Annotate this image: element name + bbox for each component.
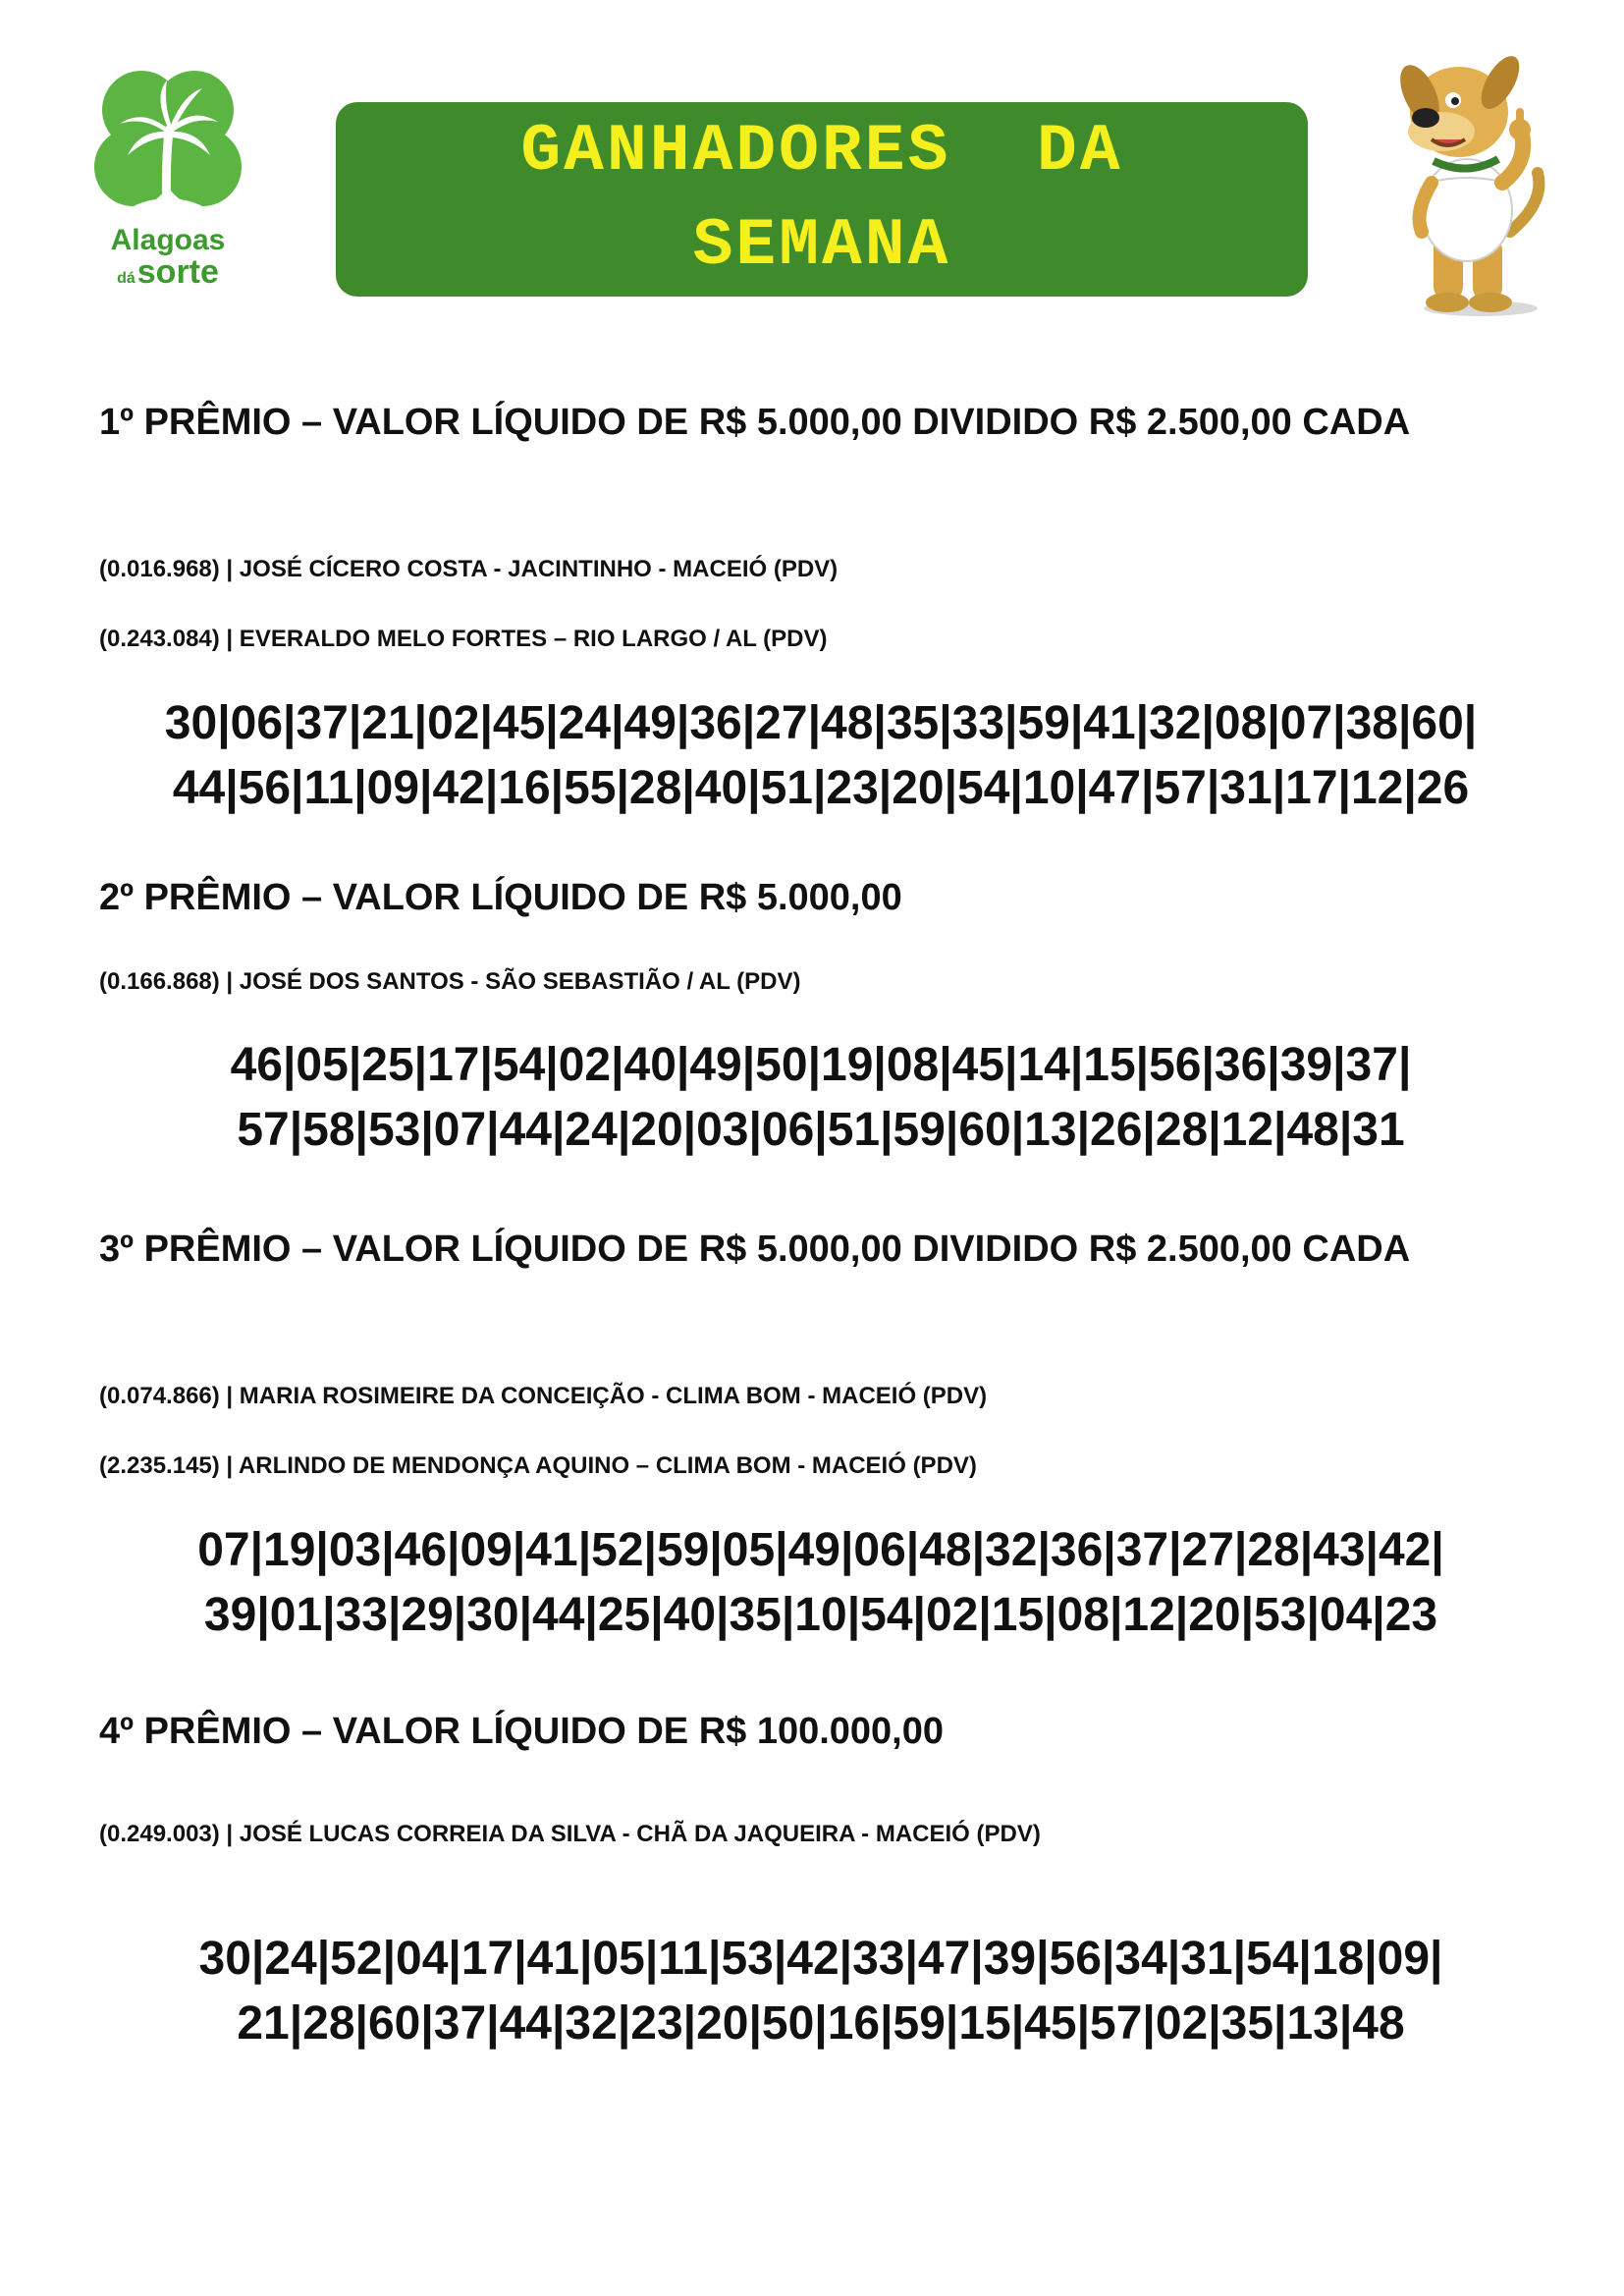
prize-1-numbers-line-2: 44|56|11|09|42|16|55|28|40|51|23|20|54|10|47|57|31|17|12|26 [172,762,1470,814]
prize-3-winner-1: (0.074.866) | MARIA ROSIMEIRE DA CONCEIÇÃO - CLIMA BOM - MACEIÓ (PDV) [99,1383,988,1409]
prize-1-section [99,395,1543,450]
prize-3-section [99,1222,1543,1277]
clover-palm-icon [84,61,251,228]
banner-title-line-1: GANHADORES DA [520,114,1123,190]
prize-3-numbers [99,1518,1543,1648]
banner-title-line-2: SEMANA [692,208,951,284]
logo-text-sorte: dásorte [117,253,219,291]
prize-3-numbers-line-1: 07|19|03|46|09|41|52|59|05|49|06|48|32|36|37|27|28|43|42| [197,1524,1444,1576]
prize-4-winner-1: (0.249.003) | JOSÉ LUCAS CORREIA DA SILVA - CHÃ DA JAQUEIRA - MACEIÓ (PDV) [99,1821,1041,1847]
dog-mascot-image [1363,35,1549,320]
prize-1-winner-2: (0.243.084) | EVERALDO MELO FORTES – RIO LARGO / AL (PDV) [99,626,828,652]
prize-2-title: 2º PRÊMIO – VALOR LÍQUIDO DE R$ 5.000,00 [99,877,902,918]
prize-3-title: 3º PRÊMIO – VALOR LÍQUIDO DE R$ 5.000,00 DIVIDIDO R$ 2.500,00 CADA [99,1229,1411,1270]
prize-2-section [99,870,1543,925]
prize-4-numbers-line-1: 30|24|52|04|17|41|05|11|53|42|33|47|39|56|34|31|54|18|09| [198,1933,1443,1985]
title-banner [336,102,1308,297]
prize-4-numbers [99,1927,1543,2056]
prize-1-winner-1: (0.016.968) | JOSÉ CÍCERO COSTA - JACINTINHO - MACEIÓ (PDV) [99,556,839,582]
prize-2-numbers-line-1: 46|05|25|17|54|02|40|49|50|19|08|45|14|15|56|36|39|37| [230,1039,1412,1091]
logo-text-alagoas: Alagoas [110,224,226,256]
prize-1-numbers-line-1: 30|06|37|21|02|45|24|49|36|27|48|35|33|59|41|32|08|07|38|60| [164,697,1478,749]
prize-2-numbers-line-2: 57|58|53|07|44|24|20|03|06|51|59|60|13|26|28|12|48|31 [237,1104,1405,1156]
prize-3-winner-2: (2.235.145) | ARLINDO DE MENDONÇA AQUINO – CLIMA BOM - MACEIÓ (PDV) [99,1452,977,1479]
prize-4-section [99,1704,1543,1759]
prize-4-numbers-line-2: 21|28|60|37|44|32|23|20|50|16|59|15|45|57|02|35|13|48 [237,1997,1405,2050]
alagoas-da-sorte-logo [84,61,251,297]
prize-4-title: 4º PRÊMIO – VALOR LÍQUIDO DE R$ 100.000,00 [99,1711,945,1752]
prize-3-numbers-line-2: 39|01|33|29|30|44|25|40|35|10|54|02|15|08|12|20|53|04|23 [203,1589,1438,1641]
prize-2-numbers [99,1033,1543,1163]
prize-2-winner-1: (0.166.868) | JOSÉ DOS SANTOS - SÃO SEBASTIÃO / AL (PDV) [99,968,801,995]
prize-1-numbers [99,691,1543,821]
prize-1-title: 1º PRÊMIO – VALOR LÍQUIDO DE R$ 5.000,00 DIVIDIDO R$ 2.500,00 CADA [99,402,1411,443]
